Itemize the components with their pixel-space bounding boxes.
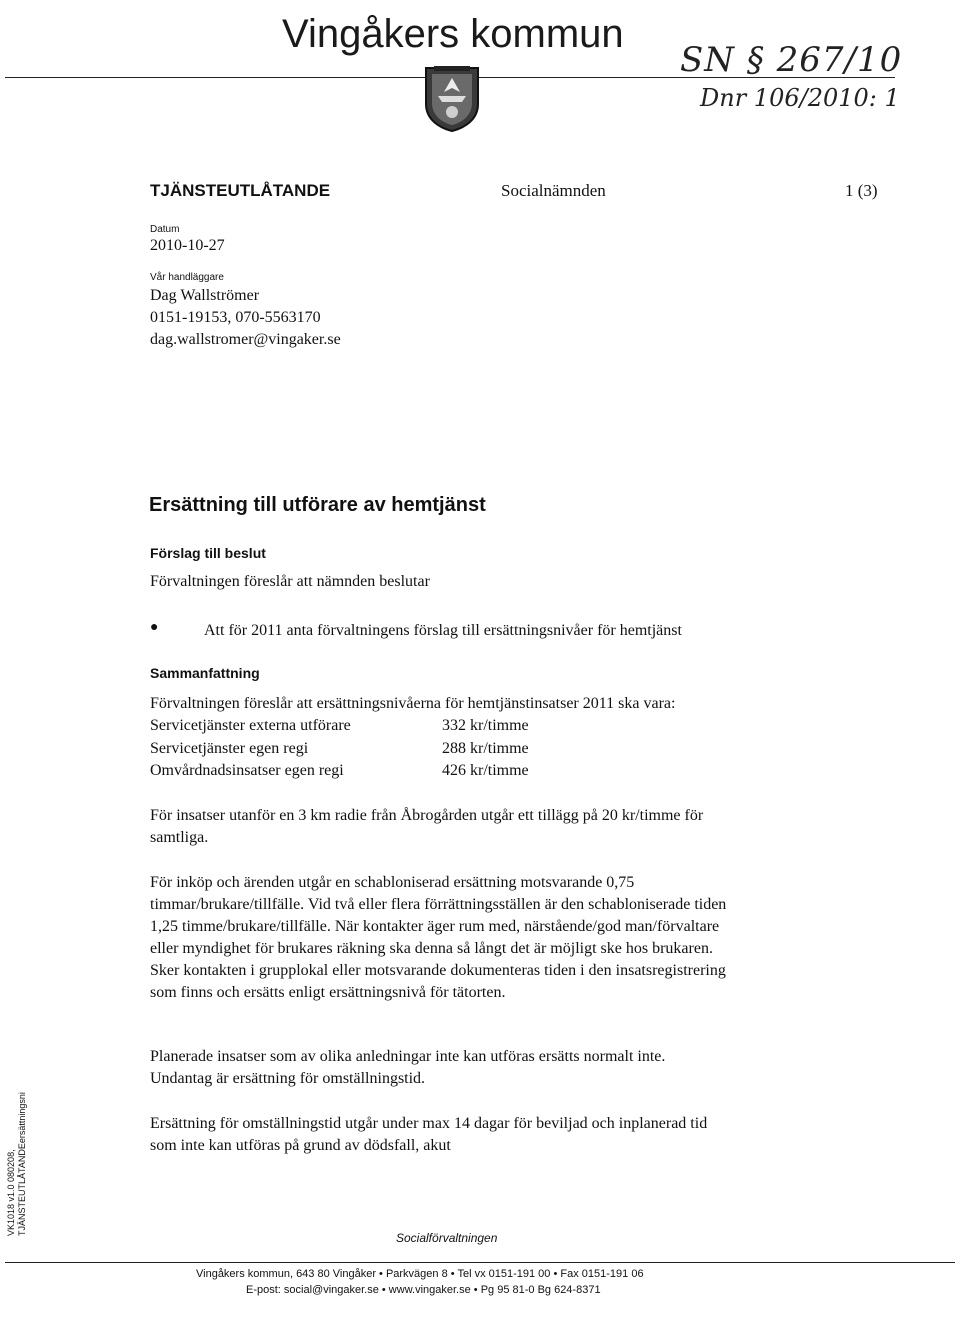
handler-phone: 0151-19153, 070-5563170 bbox=[150, 309, 321, 326]
date-label: Datum bbox=[150, 224, 180, 235]
paragraph-shopping-errands: För inköp och ärenden utgår en schabloniserad ersättning motsvarande 0,75 timmar/brukare/tillfälle. Vid två eller flera förrättningsställen är den schabloniserade tiden 1,25 timme/brukare/tillfälle. När kontakter äger rum med, närstående/god man/förvaltare eller myndighet för brukares räkning ska denna så långt det är möjligt ske hos brukaren. Sker kontakten i grupplokal eller motsvarande dokumenteras tiden i den insatsregistrering som finns och ersätts enligt ersättningsnivå för tätorten. bbox=[150, 874, 727, 1001]
form-code-line: VK1018 v1.0 080208, bbox=[6, 1149, 16, 1236]
org-name: Vingåkers kommun bbox=[282, 12, 624, 56]
proposal-text: Förvaltningen föreslår att nämnden beslutar bbox=[150, 573, 430, 590]
page-number: 1 (3) bbox=[845, 181, 878, 200]
rate-value: 288 kr/timme bbox=[442, 740, 529, 757]
handler-email: dag.wallstromer@vingaker.se bbox=[150, 331, 341, 348]
form-code bbox=[6, 1092, 28, 1236]
paragraph-distance-supplement: För insatser utanför en 3 km radie från Åbrogården utgår ett tillägg på 20 kr/timme för samtliga. bbox=[150, 807, 704, 846]
handwritten-diary-number: Dnr 106/2010: 1 bbox=[700, 84, 900, 112]
rate-label: Servicetjänster egen regi bbox=[150, 740, 309, 757]
paragraph-transition-time: Ersättning för omställningstid utgår under max 14 dagar för beviljad och inplanerad tid som inte kan utföras på grund av dödsfall, akut bbox=[150, 1115, 708, 1154]
footer-contact: E-post: social@vingaker.se • www.vingaker.se • Pg 95 81-0 Bg 624-8371 bbox=[246, 1284, 601, 1296]
rate-value: 426 kr/timme bbox=[442, 762, 529, 779]
department: Socialnämnden bbox=[501, 181, 606, 200]
coat-of-arms-logo bbox=[424, 66, 480, 132]
document-type: TJÄNSTEUTLÅTANDE bbox=[150, 181, 331, 200]
summary-heading: Sammanfattning bbox=[150, 665, 260, 681]
paragraph-planned-services: Planerade insatser som av olika anledningar inte kan utföras ersätts normalt inte. Undantag är ersättning för omställningstid. bbox=[150, 1048, 666, 1087]
bullet-icon: ● bbox=[150, 620, 159, 635]
handler-label: Vår handläggare bbox=[150, 272, 224, 283]
proposal-heading: Förslag till beslut bbox=[150, 545, 266, 561]
handwritten-case-reference: SN § 267/10 bbox=[680, 40, 903, 80]
rate-label: Omvårdnadsinsatser egen regi bbox=[150, 762, 344, 779]
footer-department: Socialförvaltningen bbox=[396, 1231, 498, 1245]
footer-rule bbox=[5, 1262, 955, 1263]
date-value: 2010-10-27 bbox=[150, 237, 225, 254]
proposal-bullet: Att för 2011 anta förvaltningens förslag till ersättningsnivåer för hemtjänst bbox=[204, 622, 682, 639]
rate-label: Servicetjänster externa utförare bbox=[150, 717, 351, 734]
form-code-line: TJÄNSTEUTLÅTANDEersättningsni bbox=[17, 1092, 27, 1236]
rate-value: 332 kr/timme bbox=[442, 717, 529, 734]
document-title: Ersättning till utförare av hemtjänst bbox=[149, 494, 486, 516]
handler-name: Dag Wallströmer bbox=[150, 287, 260, 304]
summary-intro: Förvaltningen föreslår att ersättningsnivåerna för hemtjänstinsatser 2011 ska vara: bbox=[150, 695, 676, 712]
footer-address: Vingåkers kommun, 643 80 Vingåker • Parkvägen 8 • Tel vx 0151-191 00 • Fax 0151-191 06 bbox=[196, 1268, 644, 1280]
